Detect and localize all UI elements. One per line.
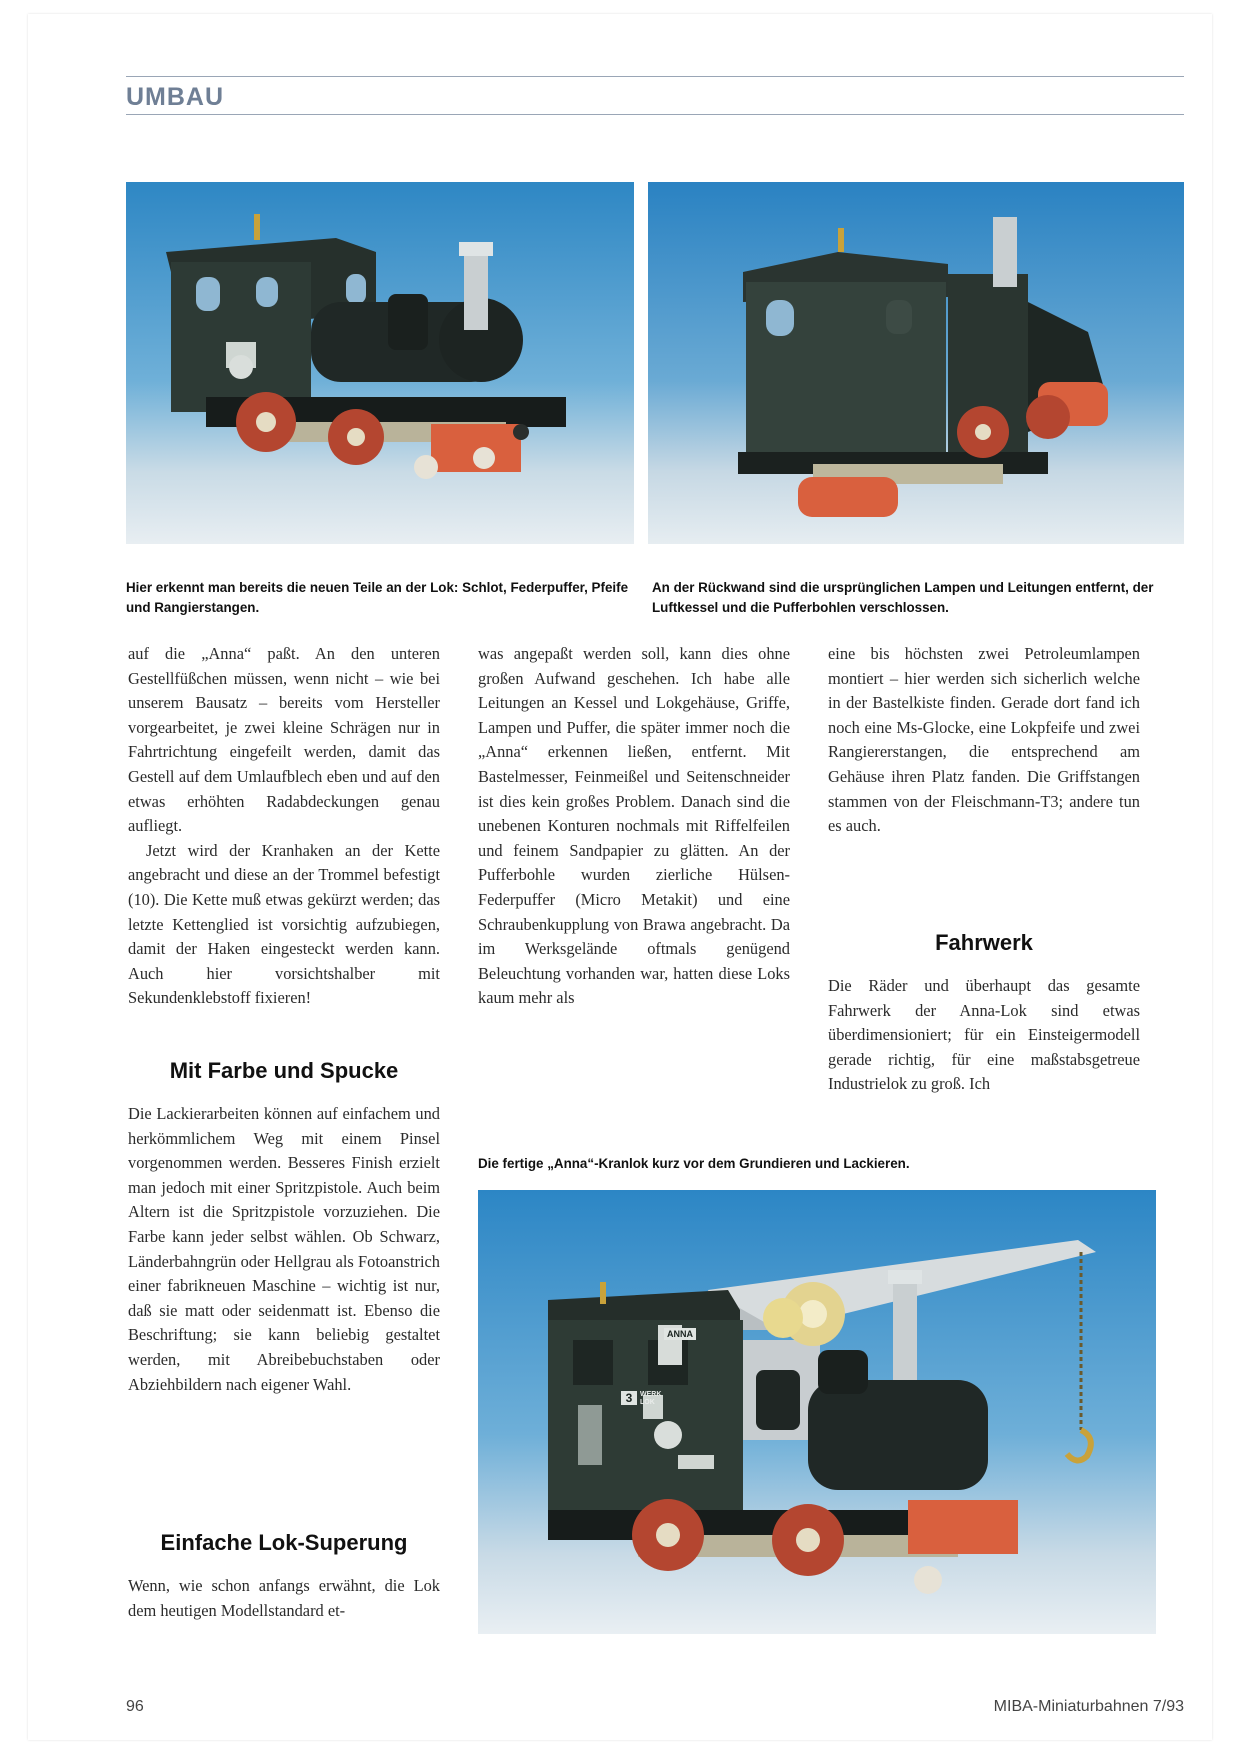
caption-bottom: Die fertige „Anna“-Kranlok kurz vor dem Grundieren und Lackieren. — [478, 1156, 910, 1171]
magazine-page — [28, 14, 1212, 1740]
loco-number: 3 — [621, 1391, 637, 1405]
paragraph: Jetzt wird der Kranhaken an der Kette angebracht und diese an der Trommel befestigt (10). Die Kette muß etwas gekürzt werden; das letzte Kettenglied ist vorsichtig aufzubiegen, damit der Haken eingesteckt werden kann. Auch hier vorsichtshalber mit Sekundenklebstoff fixieren! — [128, 840, 440, 1008]
caption-top-right: An der Rückwand sind die ursprünglichen Lampen und Leitungen entfernt, der Luftkessel und die Pufferbohlen verschlossen. — [652, 580, 1154, 615]
caption-top-left: Hier erkennt man bereits die neuen Teile an der Lok: Schlot, Federpuffer, Pfeife und Rangierstangen. — [126, 580, 629, 615]
paragraph: Die Lackierarbeiten können auf einfachem und herkömmlichem Weg mit einem Pinsel vorgenommen werden. Besseres Finish erzielt man jedoch mit einer Spritzpistole. Auch beim Altern ist die Spritzpistole vorzuziehen. Die Farbe kann jeder selbst wählen. Ob Schwarz, Länderbahngrün oder Hellgrau als Fotoanstrich einer fabrikneuen Maschine – wichtig ist nur, daß sie matt oder seidenmatt ist. Ebenso die Beschriftung; sie kann beliebig gestaltet werden, mit Abreibebuchstaben oder Abziehbildern nach eigener Wahl. — [128, 1104, 440, 1394]
column-1-text-3 — [128, 1574, 440, 1623]
section-label: UMBAU — [126, 83, 225, 111]
paragraph: auf die „Anna“ paßt. An den unteren Gestellfüßchen müssen, wenn nicht – wie bei unserem Bausatz – bereits vom Hersteller vorgearbeitet, je zwei kleine Schrägen nur in Fahrtrichtung eingefeilt werden, damit das Gestell auf dem Umlaufblech eben und auf den etwas erhöhten Radabdeckungen genau aufliegt. — [128, 644, 440, 836]
publication-name: MIBA-Miniaturbahnen 7/93 — [993, 1698, 1184, 1715]
heading-mit-farbe-und-spucke: Mit Farbe und Spucke — [169, 1058, 399, 1083]
loco-works-plate: WERK LOK — [640, 1391, 662, 1406]
header-rule-top — [126, 76, 1184, 77]
loco-name-plate: ANNA — [664, 1328, 696, 1340]
column-3-text-2 — [828, 974, 1140, 1097]
photo-locomotive-front — [126, 182, 634, 544]
paragraph: was angepaßt werden soll, kann dies ohne großen Aufwand geschehen. Ich habe alle Leitungen an Kessel und Lokgehäuse, Griffe, Lampen und Puffer, die später immer noch die „Anna“ erkennen ließen, entfernt. Mit Bastelmesser, Feinmeißel und Seitenschneider ist dies kein großes Problem. Danach sind die unebenen Konturen nochmals mit Riffelfeilen und feinem Sandpapier zu glätten. An der Pufferbohle wurden zierliche Hülsen-Federpuffer (Micro Metakit) und eine Schraubenkupplung von Brawa angebracht. Da im Werksgelände oftmals genügend Beleuchtung vorhanden war, hatten diese Loks kaum mehr als — [478, 644, 790, 1008]
column-3-text — [828, 642, 1140, 839]
paragraph: Wenn, wie schon anfangs erwähnt, die Lok dem heutigen Modellstandard et- — [128, 1576, 440, 1620]
column-1-text-2 — [128, 1102, 440, 1397]
column-2-text — [478, 642, 790, 1011]
header-rule-bottom — [126, 114, 1184, 115]
heading-fahrwerk: Fahrwerk — [935, 930, 1033, 955]
paragraph: eine bis höchsten zwei Petroleumlampen montiert – hier werden sich sicherlich welche in der Bastelkiste finden. Gerade dort fand ich noch eine Ms-Glocke, eine Lokpfeife und zwei Rangiererstangen, die entsprechend am Gehäuse ihren Platz fanden. Die Griffstangen stammen von der Fleischmann-T3; andere tun es auch. — [828, 644, 1140, 836]
photo-locomotive-rear — [648, 182, 1184, 544]
photo-crane-locomotive — [478, 1190, 1156, 1634]
paragraph: Die Räder und überhaupt das gesamte Fahrwerk der Anna-Lok sind etwas überdimensioniert; für ein Einsteigermodell gerade richtig, für eine maßstabsgetreue Industrielok zu groß. Ich — [828, 976, 1140, 1094]
heading-einfache-lok-superung: Einfache Lok-Superung — [160, 1530, 408, 1555]
page-number: 96 — [126, 1698, 144, 1715]
column-1-text — [128, 642, 440, 1011]
